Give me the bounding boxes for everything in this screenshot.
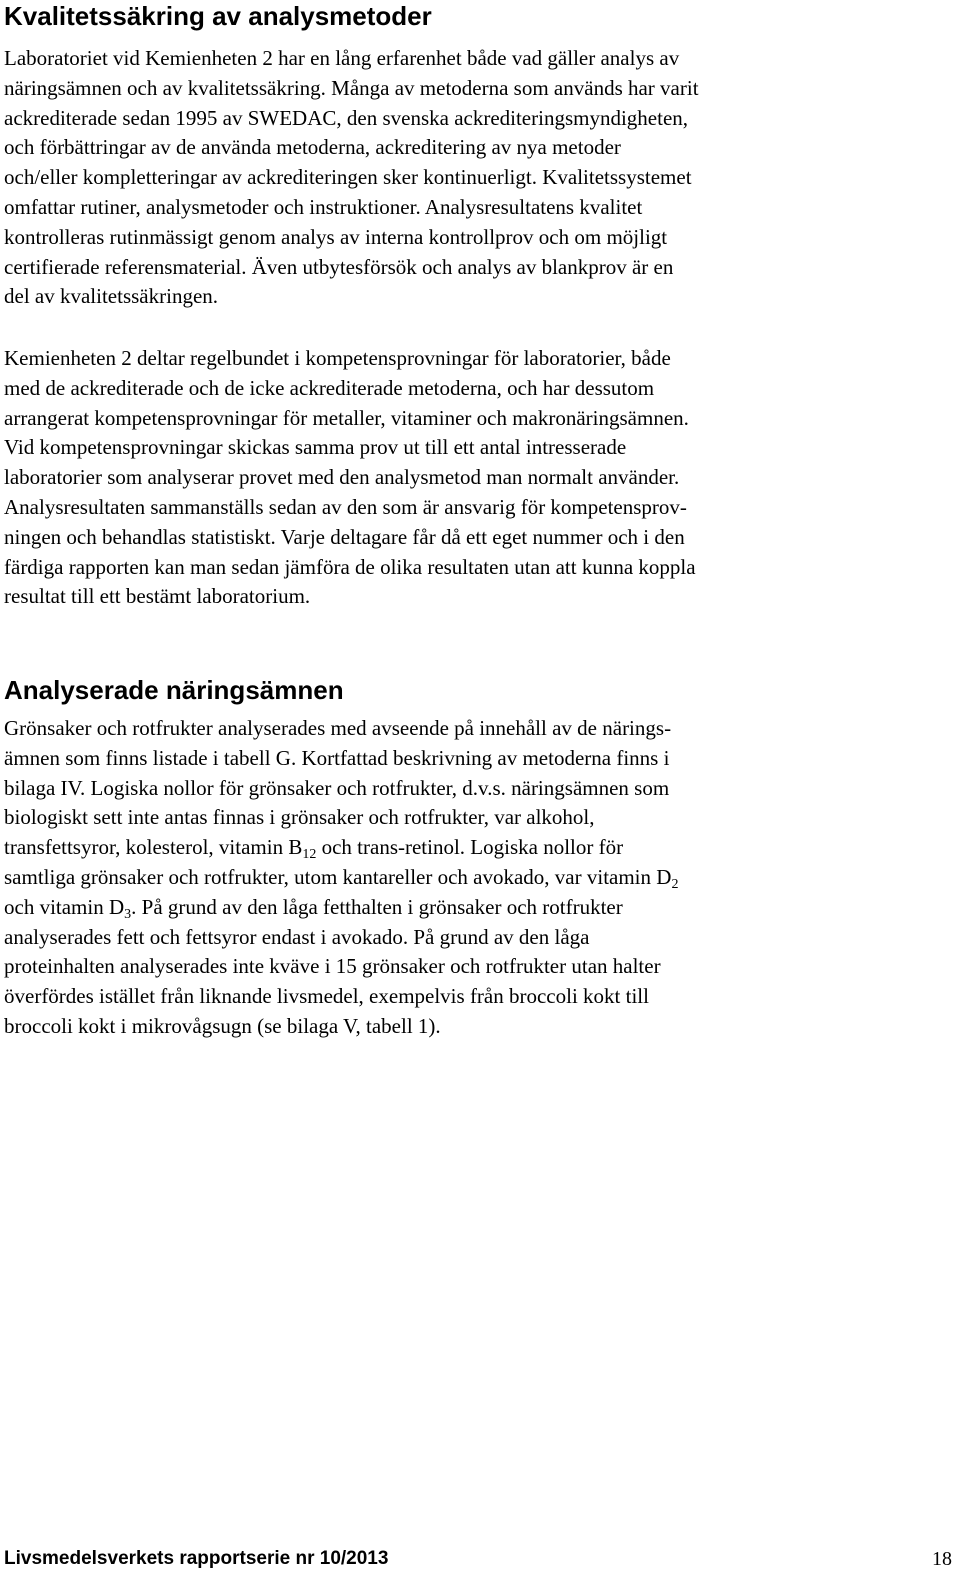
text-line: överfördes istället från liknande livsmedel, exempelvis från broccoli kokt till bbox=[4, 984, 649, 1009]
subscript: 2 bbox=[671, 876, 679, 892]
text-line: proteinhalten analyserades inte kväve i 15 grönsaker och rotfrukter utan halter bbox=[4, 954, 661, 979]
subscript: 12 bbox=[302, 847, 317, 863]
text-line-vitamin-b12 bbox=[4, 833, 678, 863]
text-fragment: samtliga grönsaker och rotfrukter, utom kantareller och avokado, var vitamin D bbox=[4, 864, 672, 889]
text-line: resultat till ett bestämt laboratorium. bbox=[4, 584, 311, 609]
text-fragment: . På grund av den låga fetthalten i grönsaker och rotfrukter bbox=[131, 894, 623, 919]
section-heading-quality-assurance: Kvalitetssäkring av analysmetoder bbox=[4, 1, 432, 31]
text-line: laboratorier som analyserar provet med den analysmetod man normalt använder. bbox=[4, 465, 680, 490]
text-line-vitamin-d3 bbox=[4, 893, 678, 923]
text-line: Analysresultaten sammanställs sedan av den som är ansvarig för kompetensprov- bbox=[4, 494, 687, 519]
text-line: Vid kompetensprovningar skickas samma prov ut till ett antal intresserade bbox=[4, 435, 627, 460]
text-line: med de ackrediterade och de icke ackrediterade metoderna, och har dessutom bbox=[4, 375, 655, 400]
paragraph-proficiency-testing bbox=[4, 344, 696, 612]
text-line: Grönsaker och rotfrukter analyserades med avseende på innehåll av de närings- bbox=[4, 716, 672, 740]
text-fragment: och vitamin D bbox=[4, 894, 125, 919]
text-line: biologiskt sett inte antas finnas i grönsaker och rotfrukter, var alkohol, bbox=[4, 805, 595, 830]
paragraph-quality-assurance bbox=[4, 44, 699, 312]
text-line: näringsämnen och av kvalitetssäkring. Många av metoderna som används har varit bbox=[4, 75, 699, 100]
text-line: broccoli kokt i mikrovågsugn (se bilaga V, tabell 1). bbox=[4, 1013, 441, 1038]
text-line: kontrolleras rutinmässigt genom analys av interna kontrollprov och om möjligt bbox=[4, 224, 668, 249]
text-line-vitamin-d2 bbox=[4, 863, 678, 893]
page-number: 18 bbox=[932, 1548, 952, 1570]
text-line: och/eller kompletteringar av ackrediteringen sker kontinuerligt. Kvalitetssystemet bbox=[4, 165, 692, 190]
text-line: ackrediterade sedan 1995 av SWEDAC, den svenska ackrediteringsmyndigheten, bbox=[4, 105, 689, 130]
section-heading-analyzed-nutrients: Analyserade näringsämnen bbox=[4, 675, 344, 705]
report-series-title: Livsmedelsverkets rapportserie nr 10/2013 bbox=[4, 1548, 389, 1569]
text-line: omfattar rutiner, analysmetoder och instruktioner. Analysresultatens kvalitet bbox=[4, 194, 643, 219]
text-line: analyserades fett och fettsyror endast i avokado. På grund av den låga bbox=[4, 924, 590, 949]
text-line: färdiga rapporten kan man sedan jämföra de olika resultaten utan att kunna koppla bbox=[4, 554, 696, 579]
text-line: och förbättringar av de använda metoderna, ackreditering av nya metoder bbox=[4, 135, 621, 160]
text-line: ningen och behandlas statistiskt. Varje deltagare får då ett eget nummer och i den bbox=[4, 524, 685, 549]
text-line: certifierade referensmaterial. Även utbytesförsök och analys av blankprov är en bbox=[4, 254, 674, 279]
text-line: del av kvalitetssäkringen. bbox=[4, 284, 219, 309]
page-footer bbox=[4, 1545, 952, 1573]
subscript: 3 bbox=[124, 906, 132, 922]
text-line: Kemienheten 2 deltar regelbundet i kompetensprovningar för laboratorier, både bbox=[4, 346, 671, 370]
text-fragment: transfettsyror, kolesterol, vitamin B bbox=[4, 835, 303, 860]
text-line: arrangerat kompetensprovningar för metaller, vitaminer och makronäringsämnen. bbox=[4, 405, 689, 430]
text-line: bilaga IV. Logiska nollor för grönsaker och rotfrukter, d.v.s. näringsämnen som bbox=[4, 775, 670, 800]
text-line: Laboratoriet vid Kemienheten 2 har en lång erfarenhet både vad gäller analys av bbox=[4, 46, 680, 70]
text-line: ämnen som finns listade i tabell G. Kortfattad beskrivning av metoderna finns i bbox=[4, 745, 670, 770]
paragraph-analyzed-nutrients bbox=[4, 714, 678, 1042]
text-fragment: och trans-retinol. Logiska nollor för bbox=[316, 835, 624, 860]
